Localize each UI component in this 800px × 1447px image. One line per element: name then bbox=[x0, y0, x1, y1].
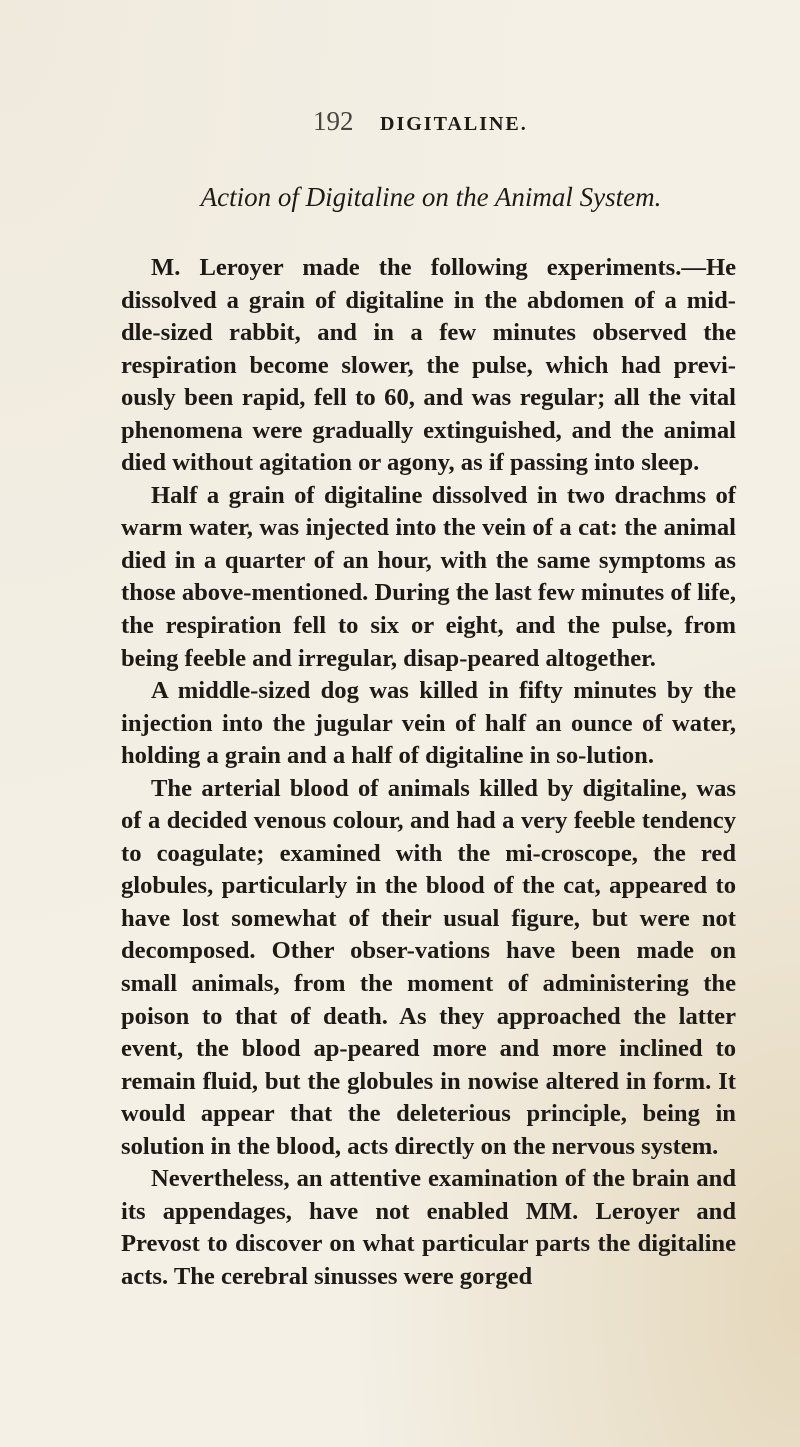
page-number: 192 bbox=[313, 106, 354, 136]
paragraph-1: M. Leroyer made the following experiments.—He dissolved a grain of digitaline in the abdomen of a mid-dle-sized rabbit, and in a few minutes observed the respiration become slower, the pulse, which had previ-ously been rapid, fell to 60, and was regular; all the vital phenomena were gradually extinguished, and the animal died without agitation or agony, as if passing into sleep. bbox=[121, 254, 736, 477]
section-title: Action of Digitaline on the Animal System. bbox=[200, 182, 662, 212]
body-text bbox=[121, 252, 736, 1294]
paragraph-3: A middle-sized dog was killed in fifty minutes by the injection into the jugular vein of half an ounce of water, holding a grain and a half of digitaline in so-lution. bbox=[121, 677, 736, 770]
paragraph-5: Nevertheless, an attentive examination of the brain and its appendages, have not enabled MM. Leroyer and Prevost to discover on what particular parts the digitaline acts. The cerebral sinusses were gorged bbox=[121, 1165, 736, 1290]
paragraph-4: The arterial blood of animals killed by digitaline, was of a decided venous colour, and had a very feeble tendency to coagulate; examined with the mi-croscope, the red globules, particularly in the blood of the cat, appeared to have lost somewhat of their usual figure, but were not decomposed. Other obser-vations have been made on small animals, from the moment of administering the poison to that of death. As they approached the latter event, the blood ap-peared more and more inclined to remain fluid, but the globules in nowise altered in form. It would appear that the deleterious principle, being in solution in the blood, acts directly on the nervous system. bbox=[121, 774, 736, 1160]
paragraph-2: Half a grain of digitaline dissolved in two drachms of warm water, was injected into the vein of a cat: the animal died in a quarter of an hour, with the same symptoms as those above-mentioned. During the last few minutes of life, the respiration fell to six or eight, and the pulse, from being feeble and irregular, disap-peared altogether. bbox=[121, 481, 736, 672]
page-header bbox=[313, 106, 743, 146]
running-head: DIGITALINE. bbox=[380, 113, 528, 135]
